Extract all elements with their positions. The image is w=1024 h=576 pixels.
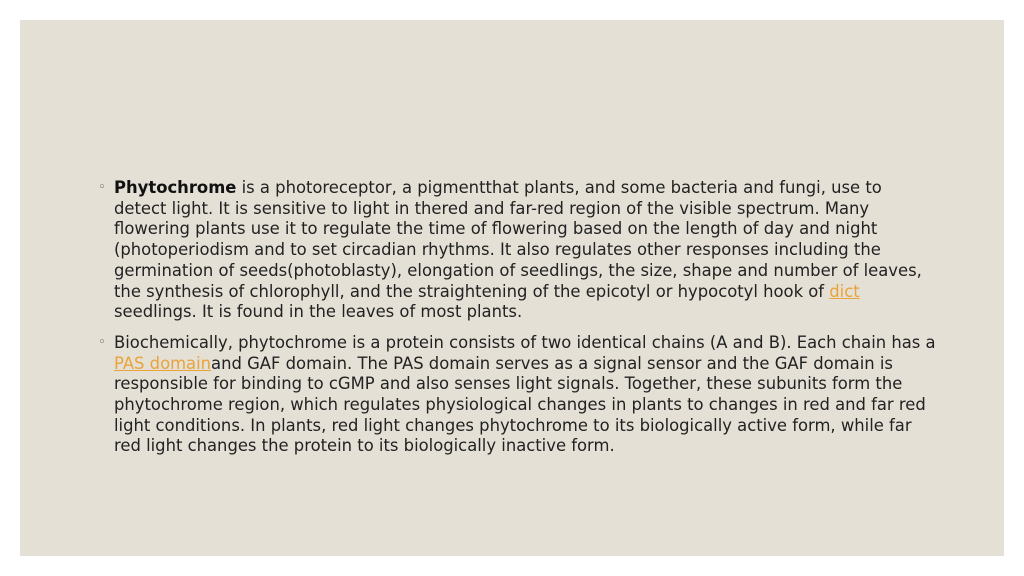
slide-background: [20, 20, 1004, 556]
paragraph-text: seedlings. It is found in the leaves of most plants.: [114, 302, 523, 322]
bullet-item-phytochrome: [98, 178, 938, 323]
bullet-circle-icon: ◦: [98, 334, 106, 350]
term-phytochrome: Phytochrome: [114, 178, 237, 197]
bullet-list: [98, 178, 938, 467]
paragraph-text: is a photoreceptor, a pigmentthat plants, and some bacteria and fungi, use to detect light. It is sensitive to light in thered and far-red region of the visible spectrum. Many flowering plants use it to regulate the time of flowering based on the length of day and night (photoperiodism and to set circadian rhythms. It also regulates other responses including the germination of seeds(photoblasty), elongation of seedlings, the size, shape and number of leaves, the synthesis of chlorophyll, and the straightening of the epicotyl or hypocotyl hook of: [114, 178, 922, 301]
link-pas-domain[interactable]: PAS domain: [114, 353, 212, 373]
paragraph-text: and GAF domain. The PAS domain serves as a signal sensor and the GAF domain is responsible for binding to cGMP and also senses light signals. Together, these subunits form the phytochrome region, which regulates physiological changes in plants to changes in red and far red light conditions. In plants, red light changes phytochrome to its biologically active form, while far red light changes the protein to its biologically inactive form.: [114, 353, 926, 456]
paragraph-text: Biochemically, phytochrome is a protein consists of two identical chains (A and B). Each chain has a: [114, 332, 936, 352]
link-dict[interactable]: dict: [829, 281, 860, 301]
bullet-circle-icon: ◦: [98, 180, 106, 195]
bullet-item-biochemically: [98, 333, 938, 457]
